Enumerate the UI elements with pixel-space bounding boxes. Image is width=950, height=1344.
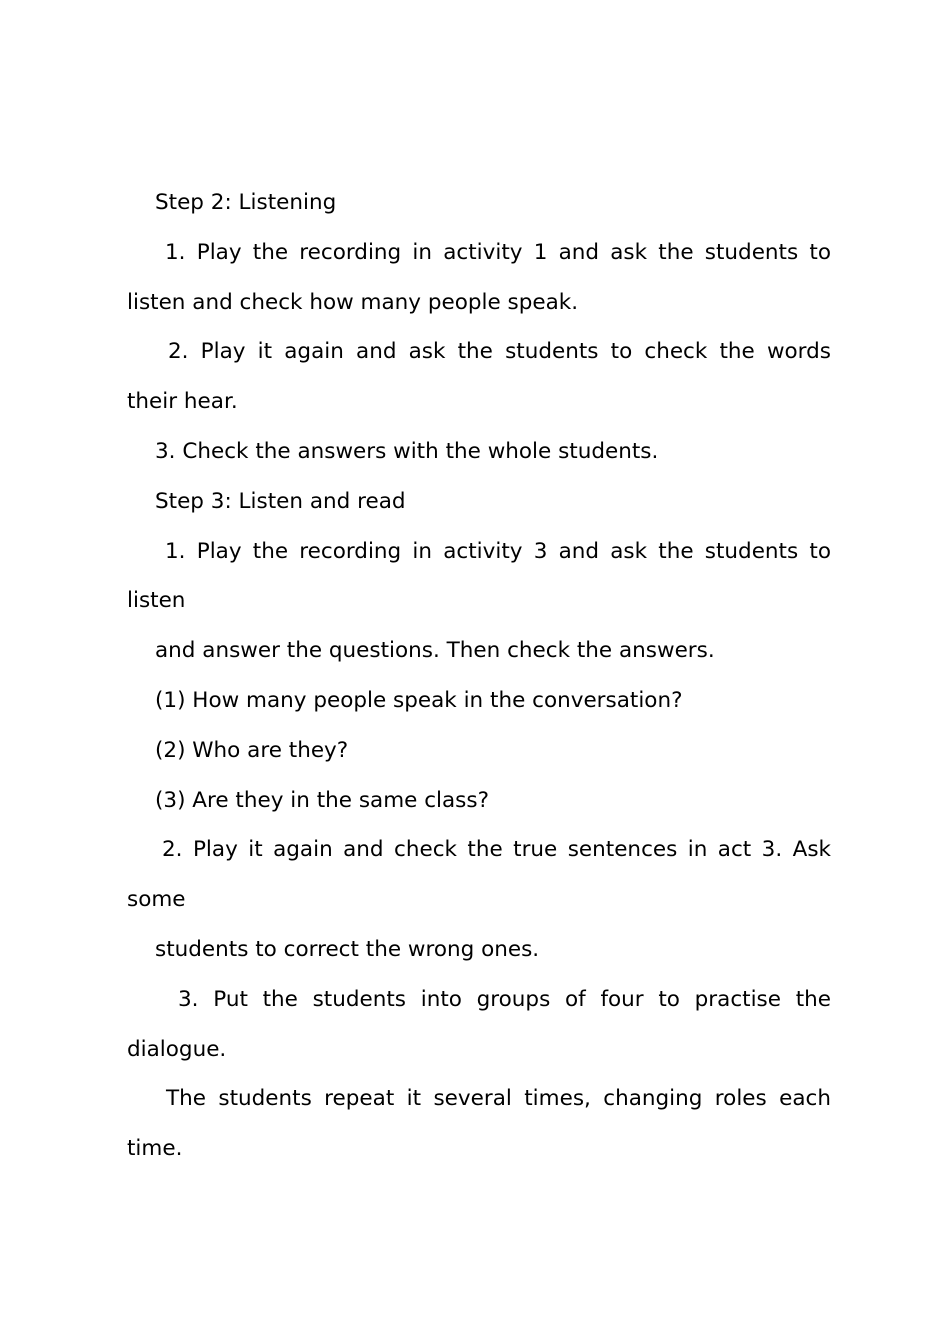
step3-question-1: (1) How many people speak in the conversation?	[155, 687, 683, 713]
step2-item2-line1: 2. Play it again and ask the students to check the words	[168, 339, 831, 365]
step2-item1-line1: 1. Play the recording in activity 1 and ask the students to	[165, 239, 831, 265]
step3-item3-line2: dialogue.	[127, 1036, 227, 1062]
step2-item1-line2: listen and check how many people speak.	[127, 289, 579, 315]
step3-item1-line2: listen	[127, 588, 186, 614]
step3-item2-line2: some	[127, 887, 186, 913]
document-page	[127, 178, 831, 1174]
step3-note-line1: The students repeat it several times, changing roles each	[166, 1086, 831, 1112]
step3-question-3: (3) Are they in the same class?	[155, 787, 489, 813]
step3-item3-line1: 3. Put the students into groups of four to practise the	[178, 986, 831, 1012]
step3-item2-line3: students to correct the wrong ones.	[155, 936, 540, 962]
step3-question-2: (2) Who are they?	[155, 737, 349, 763]
step3-item1-line1: 1. Play the recording in activity 3 and ask the students to	[165, 538, 831, 564]
step3-item2-line1: 2. Play it again and check the true sentences in act 3. Ask	[162, 837, 831, 863]
step3-note-line2: time.	[127, 1136, 183, 1162]
step2-item2-line2: their hear.	[127, 389, 238, 415]
step2-item3: 3. Check the answers with the whole students.	[155, 438, 659, 464]
step2-heading: Step 2: Listening	[155, 190, 337, 215]
step3-heading: Step 3: Listen and read	[155, 488, 406, 514]
step3-item1-line3: and answer the questions. Then check the answers.	[155, 638, 715, 664]
